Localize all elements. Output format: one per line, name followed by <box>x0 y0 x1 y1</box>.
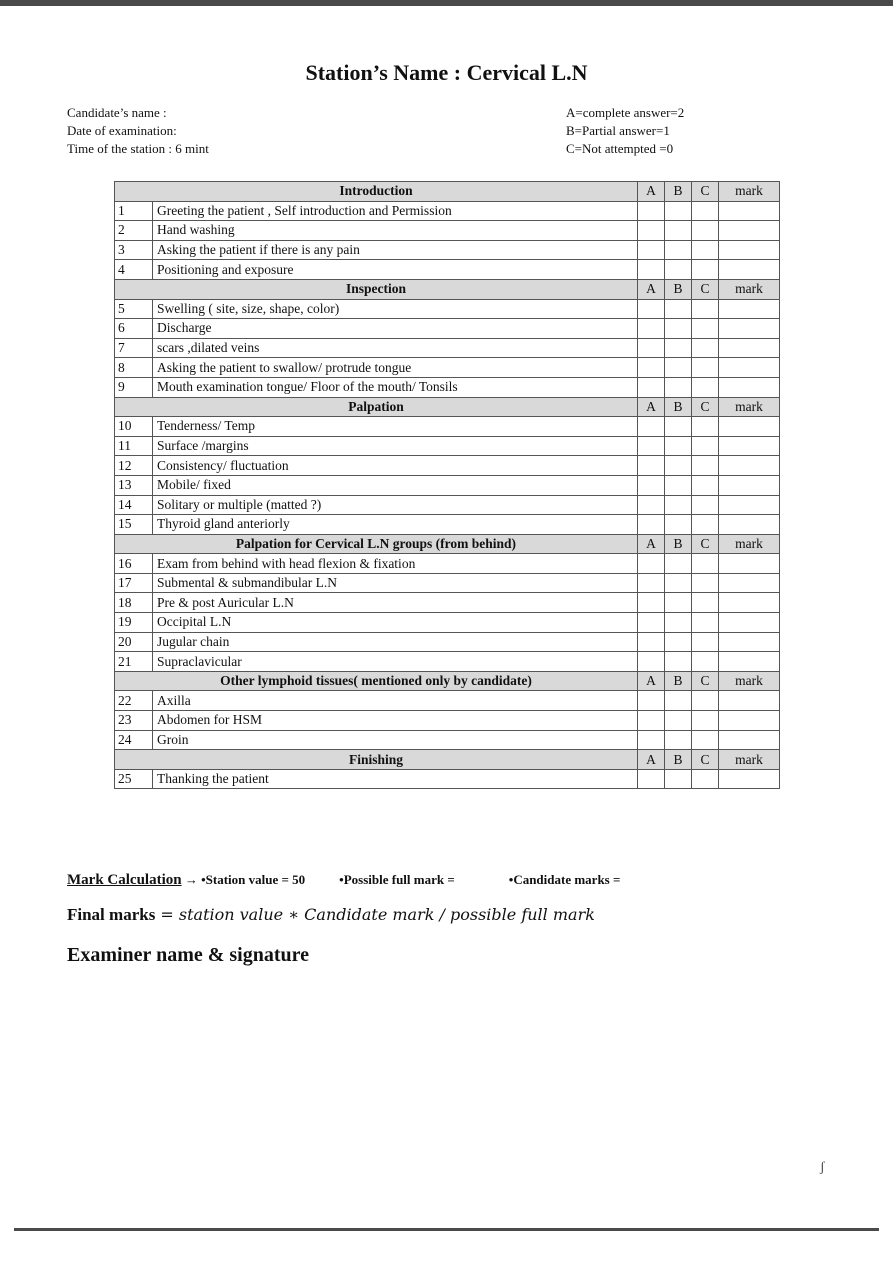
grade-header-c: C <box>692 182 719 202</box>
score-cell-mark[interactable] <box>719 593 780 613</box>
table-row <box>115 613 780 633</box>
score-cell-mark[interactable] <box>719 769 780 789</box>
score-cell-c[interactable] <box>692 613 719 633</box>
table-row <box>115 319 780 339</box>
score-cell-a[interactable] <box>638 201 665 221</box>
score-cell-c[interactable] <box>692 417 719 437</box>
score-cell-b[interactable] <box>665 711 692 731</box>
table-row <box>115 691 780 711</box>
score-cell-b[interactable] <box>665 319 692 339</box>
table-row <box>115 632 780 652</box>
item-number: 2 <box>115 221 153 241</box>
item-number: 23 <box>115 711 153 731</box>
section-header-row <box>115 671 780 691</box>
grade-header-c: C <box>692 671 719 691</box>
item-number: 19 <box>115 613 153 633</box>
item-number: 25 <box>115 769 153 789</box>
section-header-row <box>115 397 780 417</box>
score-cell-c[interactable] <box>692 495 719 515</box>
score-cell-a[interactable] <box>638 260 665 280</box>
item-description: Discharge <box>153 319 638 339</box>
table-row <box>115 515 780 535</box>
item-number: 15 <box>115 515 153 535</box>
item-number: 14 <box>115 495 153 515</box>
score-cell-a[interactable] <box>638 436 665 456</box>
mark-calculation-label: Mark Calculation <box>67 872 182 888</box>
table-row <box>115 769 780 789</box>
table-row <box>115 240 780 260</box>
score-cell-mark[interactable] <box>719 221 780 241</box>
score-cell-b[interactable] <box>665 691 692 711</box>
arrow-icon: → <box>181 872 202 887</box>
grade-header-a: A <box>638 750 665 770</box>
score-cell-b[interactable] <box>665 554 692 574</box>
score-cell-a[interactable] <box>638 554 665 574</box>
section-header-row <box>115 279 780 299</box>
grade-header-c: C <box>692 750 719 770</box>
table-row <box>115 260 780 280</box>
table-row <box>115 456 780 476</box>
table-row <box>115 475 780 495</box>
bottom-border <box>14 1228 879 1231</box>
score-cell-a[interactable] <box>638 495 665 515</box>
score-cell-b[interactable] <box>665 515 692 535</box>
final-marks-formula <box>67 905 595 925</box>
item-number: 8 <box>115 358 153 378</box>
item-description: scars ,dilated veins <box>153 338 638 358</box>
section-header-row <box>115 182 780 202</box>
score-cell-c[interactable] <box>692 358 719 378</box>
score-cell-a[interactable] <box>638 593 665 613</box>
grade-header-a: A <box>638 671 665 691</box>
score-cell-c[interactable] <box>692 377 719 397</box>
grade-key-c: C=Not attempted =0 <box>566 141 674 156</box>
score-cell-c[interactable] <box>692 338 719 358</box>
table-row <box>115 593 780 613</box>
score-cell-b[interactable] <box>665 573 692 593</box>
score-cell-mark[interactable] <box>719 299 780 319</box>
score-cell-b[interactable] <box>665 338 692 358</box>
score-cell-mark[interactable] <box>719 475 780 495</box>
grade-key-a: A=complete answer=2 <box>566 105 685 120</box>
final-marks-label: Final marks <box>67 905 156 924</box>
score-cell-c[interactable] <box>692 221 719 241</box>
grade-header-a: A <box>638 397 665 417</box>
grade-header-b: B <box>665 397 692 417</box>
grade-header-b: B <box>665 671 692 691</box>
exam-date-label: Date of examination: <box>67 123 177 138</box>
score-cell-c[interactable] <box>692 769 719 789</box>
score-cell-b[interactable] <box>665 632 692 652</box>
score-cell-c[interactable] <box>692 436 719 456</box>
item-number: 5 <box>115 299 153 319</box>
section-title: Palpation for Cervical L.N groups (from behind) <box>115 534 638 554</box>
table-row <box>115 554 780 574</box>
item-description: Abdomen for HSM <box>153 711 638 731</box>
section-header-row <box>115 750 780 770</box>
score-cell-a[interactable] <box>638 632 665 652</box>
table-row <box>115 573 780 593</box>
score-cell-mark[interactable] <box>719 260 780 280</box>
item-description: Surface /margins <box>153 436 638 456</box>
score-cell-mark[interactable] <box>719 436 780 456</box>
item-number: 17 <box>115 573 153 593</box>
item-description: Jugular chain <box>153 632 638 652</box>
table-row <box>115 201 780 221</box>
item-number: 12 <box>115 456 153 476</box>
item-description: Exam from behind with head flexion & fixation <box>153 554 638 574</box>
score-cell-b[interactable] <box>665 417 692 437</box>
score-cell-mark[interactable] <box>719 573 780 593</box>
item-description: Hand washing <box>153 221 638 241</box>
item-number: 16 <box>115 554 153 574</box>
item-description: Greeting the patient , Self introduction and Permission <box>153 201 638 221</box>
grade-header-mark: mark <box>719 182 780 202</box>
score-cell-a[interactable] <box>638 240 665 260</box>
item-description: Submental & submandibular L.N <box>153 573 638 593</box>
score-cell-c[interactable] <box>692 691 719 711</box>
score-cell-mark[interactable] <box>719 652 780 672</box>
table-row <box>115 358 780 378</box>
score-cell-c[interactable] <box>692 260 719 280</box>
table-row <box>115 436 780 456</box>
candidate-info <box>67 104 209 158</box>
item-description: Mobile/ fixed <box>153 475 638 495</box>
score-cell-c[interactable] <box>692 515 719 535</box>
mark-calculation <box>67 872 620 889</box>
score-cell-b[interactable] <box>665 495 692 515</box>
item-description: Mouth examination tongue/ Floor of the mouth/ Tonsils <box>153 377 638 397</box>
item-description: Consistency/ fluctuation <box>153 456 638 476</box>
section-title: Inspection <box>115 279 638 299</box>
score-cell-b[interactable] <box>665 221 692 241</box>
section-title: Palpation <box>115 397 638 417</box>
score-cell-mark[interactable] <box>719 495 780 515</box>
formula-expression: = station value ∗ Candidate mark / possible full mark <box>155 905 595 924</box>
score-cell-b[interactable] <box>665 299 692 319</box>
table-row <box>115 417 780 437</box>
item-description: Asking the patient if there is any pain <box>153 240 638 260</box>
grade-header-mark: mark <box>719 397 780 417</box>
item-description: Thanking the patient <box>153 769 638 789</box>
item-number: 13 <box>115 475 153 495</box>
table-row <box>115 711 780 731</box>
item-number: 18 <box>115 593 153 613</box>
item-number: 4 <box>115 260 153 280</box>
score-cell-mark[interactable] <box>719 711 780 731</box>
score-cell-a[interactable] <box>638 573 665 593</box>
top-border <box>0 0 893 6</box>
score-cell-mark[interactable] <box>719 240 780 260</box>
possible-full-mark: •Possible full mark = <box>339 872 455 887</box>
score-cell-b[interactable] <box>665 593 692 613</box>
item-number: 9 <box>115 377 153 397</box>
section-title: Finishing <box>115 750 638 770</box>
grade-header-mark: mark <box>719 534 780 554</box>
item-description: Pre & post Auricular L.N <box>153 593 638 613</box>
grade-header-a: A <box>638 182 665 202</box>
score-cell-b[interactable] <box>665 769 692 789</box>
score-cell-a[interactable] <box>638 377 665 397</box>
score-cell-c[interactable] <box>692 475 719 495</box>
score-cell-b[interactable] <box>665 456 692 476</box>
grade-key-b: B=Partial answer=1 <box>566 123 670 138</box>
score-cell-mark[interactable] <box>719 358 780 378</box>
item-description: Swelling ( site, size, shape, color) <box>153 299 638 319</box>
candidate-name-label: Candidate’s name : <box>67 105 167 120</box>
station-value: •Station value = 50 <box>201 872 306 887</box>
score-cell-a[interactable] <box>638 417 665 437</box>
grade-header-c: C <box>692 397 719 417</box>
table-row <box>115 221 780 241</box>
score-cell-a[interactable] <box>638 769 665 789</box>
checklist-table <box>114 181 780 789</box>
table-row <box>115 730 780 750</box>
section-title: Introduction <box>115 182 638 202</box>
grade-header-mark: mark <box>719 750 780 770</box>
score-cell-mark[interactable] <box>719 515 780 535</box>
grade-header-mark: mark <box>719 671 780 691</box>
score-cell-b[interactable] <box>665 436 692 456</box>
score-cell-b[interactable] <box>665 240 692 260</box>
grade-header-a: A <box>638 534 665 554</box>
item-description: Tenderness/ Temp <box>153 417 638 437</box>
item-description: Occipital L.N <box>153 613 638 633</box>
grade-header-c: C <box>692 534 719 554</box>
section-title: Other lymphoid tissues( mentioned only by candidate) <box>115 671 638 691</box>
score-cell-mark[interactable] <box>719 201 780 221</box>
item-description: Solitary or multiple (matted ?) <box>153 495 638 515</box>
score-cell-a[interactable] <box>638 456 665 476</box>
score-cell-a[interactable] <box>638 358 665 378</box>
item-description: Axilla <box>153 691 638 711</box>
score-cell-a[interactable] <box>638 299 665 319</box>
score-cell-c[interactable] <box>692 554 719 574</box>
score-cell-c[interactable] <box>692 632 719 652</box>
score-cell-b[interactable] <box>665 260 692 280</box>
score-cell-mark[interactable] <box>719 554 780 574</box>
grade-header-b: B <box>665 534 692 554</box>
table-row <box>115 299 780 319</box>
grade-header-b: B <box>665 750 692 770</box>
item-number: 11 <box>115 436 153 456</box>
table-row <box>115 495 780 515</box>
grade-header-a: A <box>638 279 665 299</box>
score-cell-b[interactable] <box>665 377 692 397</box>
score-cell-a[interactable] <box>638 652 665 672</box>
score-cell-mark[interactable] <box>719 730 780 750</box>
score-cell-a[interactable] <box>638 338 665 358</box>
station-time-label: Time of the station : 6 mint <box>67 141 209 156</box>
item-number: 3 <box>115 240 153 260</box>
score-cell-a[interactable] <box>638 319 665 339</box>
score-cell-c[interactable] <box>692 652 719 672</box>
item-description: Asking the patient to swallow/ protrude tongue <box>153 358 638 378</box>
score-cell-b[interactable] <box>665 652 692 672</box>
item-number: 21 <box>115 652 153 672</box>
item-description: Supraclavicular <box>153 652 638 672</box>
grade-header-b: B <box>665 182 692 202</box>
candidate-marks: •Candidate marks = <box>508 872 621 887</box>
item-number: 7 <box>115 338 153 358</box>
score-cell-a[interactable] <box>638 613 665 633</box>
item-number: 20 <box>115 632 153 652</box>
item-description: Positioning and exposure <box>153 260 638 280</box>
grade-header-c: C <box>692 279 719 299</box>
score-cell-c[interactable] <box>692 730 719 750</box>
score-cell-c[interactable] <box>692 299 719 319</box>
page-title: Station’s Name : Cervical L.N <box>305 60 588 85</box>
score-cell-b[interactable] <box>665 613 692 633</box>
score-cell-b[interactable] <box>665 730 692 750</box>
table-row <box>115 377 780 397</box>
score-cell-mark[interactable] <box>719 456 780 476</box>
score-cell-c[interactable] <box>692 201 719 221</box>
score-cell-c[interactable] <box>692 573 719 593</box>
score-cell-a[interactable] <box>638 691 665 711</box>
grade-header-b: B <box>665 279 692 299</box>
examiner-signature-label: Examiner name & signature <box>67 944 310 966</box>
score-cell-c[interactable] <box>692 240 719 260</box>
score-cell-c[interactable] <box>692 319 719 339</box>
score-cell-c[interactable] <box>692 456 719 476</box>
score-cell-mark[interactable] <box>719 691 780 711</box>
table-row <box>115 338 780 358</box>
score-cell-mark[interactable] <box>719 338 780 358</box>
item-description: Thyroid gland anteriorly <box>153 515 638 535</box>
item-number: 10 <box>115 417 153 437</box>
item-number: 24 <box>115 730 153 750</box>
grading-key <box>566 104 684 158</box>
table-row <box>115 652 780 672</box>
score-cell-b[interactable] <box>665 358 692 378</box>
score-cell-mark[interactable] <box>719 417 780 437</box>
score-cell-a[interactable] <box>638 515 665 535</box>
score-cell-a[interactable] <box>638 475 665 495</box>
item-number: 1 <box>115 201 153 221</box>
item-number: 22 <box>115 691 153 711</box>
score-cell-a[interactable] <box>638 221 665 241</box>
score-cell-c[interactable] <box>692 593 719 613</box>
section-header-row <box>115 534 780 554</box>
score-cell-mark[interactable] <box>719 613 780 633</box>
score-cell-a[interactable] <box>638 730 665 750</box>
score-cell-b[interactable] <box>665 475 692 495</box>
score-cell-mark[interactable] <box>719 319 780 339</box>
page-mark: ʃ <box>820 1160 825 1175</box>
item-number: 6 <box>115 319 153 339</box>
grade-header-mark: mark <box>719 279 780 299</box>
item-description: Groin <box>153 730 638 750</box>
score-cell-mark[interactable] <box>719 377 780 397</box>
score-cell-a[interactable] <box>638 711 665 731</box>
score-cell-c[interactable] <box>692 711 719 731</box>
score-cell-mark[interactable] <box>719 632 780 652</box>
score-cell-b[interactable] <box>665 201 692 221</box>
